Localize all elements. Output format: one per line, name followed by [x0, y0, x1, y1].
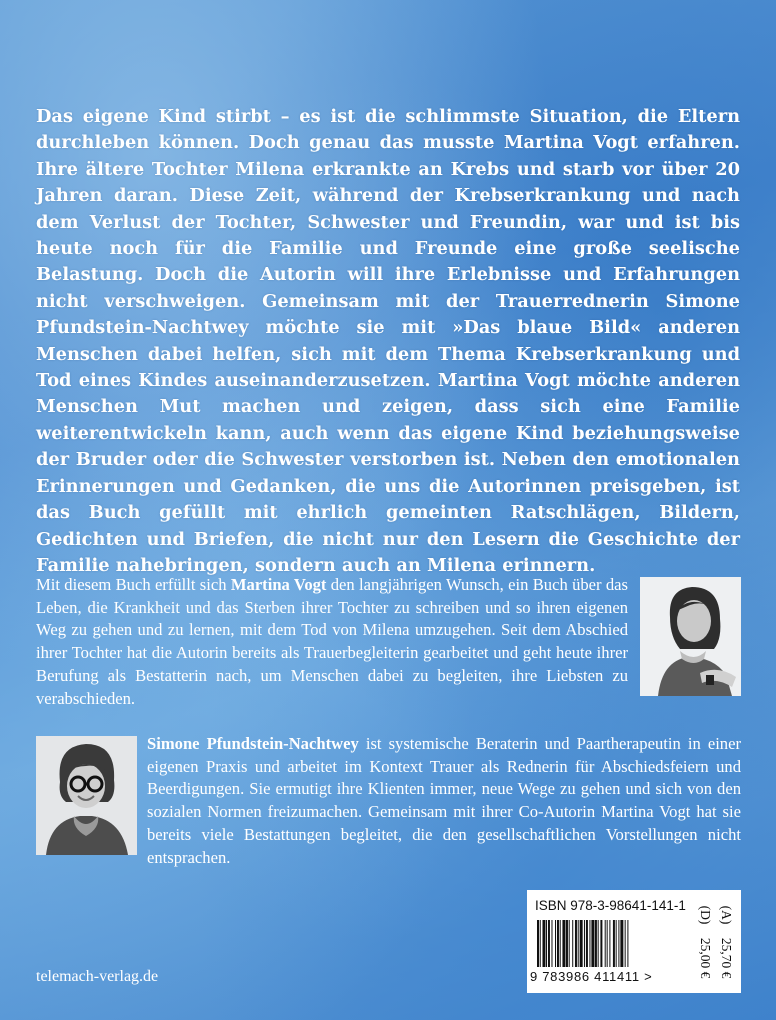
country-de: (D): [698, 905, 713, 925]
barcode-bar: [578, 920, 579, 967]
bio-text: ist systemische Beraterin und Paartherapeutin in einer eigenen Praxis und arbeitet im Kontext Trauer als Rednerin für Abschiedsfeiern und Beerdigungen. Sie ermutigt ihre Klienten immer, neue Wege zu gehen und sich von den sozialen Normen freizumachen. Gemeinsam mit ihrer Co-Autorin Martina Vogt hat sie bereits viele Bestattungen begleitet, die den gesellschaftlichen Vorstellungen nicht entsprachen.: [147, 734, 741, 867]
barcode-bar: [551, 920, 552, 967]
barcode-bar: [625, 920, 626, 967]
price-block: [691, 890, 741, 993]
author-bio-martina-vogt: [36, 574, 628, 710]
author-name-martina-vogt: Martina Vogt: [230, 575, 327, 594]
price-germany: [697, 906, 713, 979]
author-photo-simone-pfundstein-nachtwey: [36, 736, 137, 855]
barcode-bar: [555, 920, 556, 967]
barcode-bar: [542, 920, 545, 967]
barcode-bar: [548, 920, 550, 967]
barcode-bar: [609, 920, 610, 967]
barcode-bar: [605, 920, 606, 967]
blurb-text: Das eigene Kind stirbt – es ist die schlimmste Situation, die Eltern durchleben können. Doch genau das musste Martina Vogt erfahren. Ihre ältere Tochter Milena erkrankte an Krebs und starb vor über 20 Jahren daran. Diese Zeit, während der Krebserkrankung und nach dem Verlust der Tochter, Schwester und Freundin, war und ist bis heute noch für die Familie und Freunde eine große seelische Belastung. Doch die Autorin will ihre Erlebnisse und Erfahrungen nicht verschweigen. Gemeinsam mit der Trauerrednerin Simone Pfundstein-Nachtwey möchte sie mit »Das blaue Bild« anderen Menschen dabei helfen, sich mit dem Thema Krebserkrankung und Tod eines Kindes auseinanderzusetzen. Martina Vogt möchte anderen Menschen Mut machen und zeigen, dass sich eine Familie weiterentwickeln kann, auch wenn das eigene Kind beziehungsweise der Bruder oder die Schwester verstorben ist. Neben den emotionalen Erinnerungen und Gedanken, die uns die Autorinnen preisgeben, ist das Buch gefüllt mit ehrlich gemeinten Ratschlägen, Bildern, Gedichten und Briefen, die nicht nur den Lesern die Geschichte der Familie nahebringen, sondern auch an Milena erinnern.: [36, 106, 740, 576]
barcode-bar: [546, 920, 547, 967]
bio-text: den langjährigen Wunsch, ein Buch über das Leben, die Krankheit und das Sterben ihrer Tochter zu schreiben und so ihren eigenen Weg zu gehen und zu lernen, mit dem Tod von Milena umzugehen. Seit dem Abschied ihrer Tochter hat die Autorin bereits als Trauerbegleiterin gearbeitet und geht heute ihrer Berufung als Bestatterin nach, um Menschen dabei zu begleiten, ihre Liebsten zu verabschieden.: [36, 575, 628, 708]
price-at-value: 25,70 €: [719, 937, 734, 979]
barcode-bar: [540, 920, 541, 967]
barcode-bar: [580, 920, 583, 967]
barcode-bar: [600, 920, 602, 967]
barcode-bar: [572, 920, 573, 967]
isbn-barcode-box: [527, 890, 741, 993]
barcode-bar: [589, 920, 590, 967]
barcode-digits: 9 783986 411411 >: [530, 969, 653, 984]
barcode-bar: [616, 920, 617, 967]
author-bio-simone-pfundstein-nachtwey: [147, 733, 741, 869]
barcode-bar: [557, 920, 559, 967]
country-at: (A): [719, 905, 734, 925]
barcode-bar: [613, 920, 615, 967]
barcode-bar: [575, 920, 577, 967]
price-de-value: 25,00 €: [698, 937, 713, 979]
barcode-bar: [586, 920, 588, 967]
barcode: [537, 920, 687, 967]
author-photo-martina-vogt: [640, 577, 741, 696]
barcode-bar: [618, 920, 619, 967]
barcode-bar: [627, 920, 628, 967]
barcode-bar: [584, 920, 585, 967]
barcode-bar: [591, 920, 594, 967]
barcode-bar: [598, 920, 599, 967]
isbn-label: ISBN 978-3-98641-141-1: [535, 898, 686, 913]
bio-lead: Mit diesem Buch erfüllt sich: [36, 575, 231, 594]
price-austria: [718, 906, 734, 979]
publisher-website: telemach-verlag.de: [36, 968, 159, 985]
barcode-bar: [537, 920, 539, 967]
barcode-bar: [607, 920, 608, 967]
barcode-bar: [566, 920, 568, 967]
barcode-bar: [560, 920, 561, 967]
barcode-bar: [620, 920, 623, 967]
author-name-simone-pfundstein-nachtwey: Simone Pfundstein-Nachtwey: [147, 734, 359, 753]
barcode-bar: [595, 920, 597, 967]
barcode-bar: [569, 920, 570, 967]
barcode-bar: [562, 920, 565, 967]
